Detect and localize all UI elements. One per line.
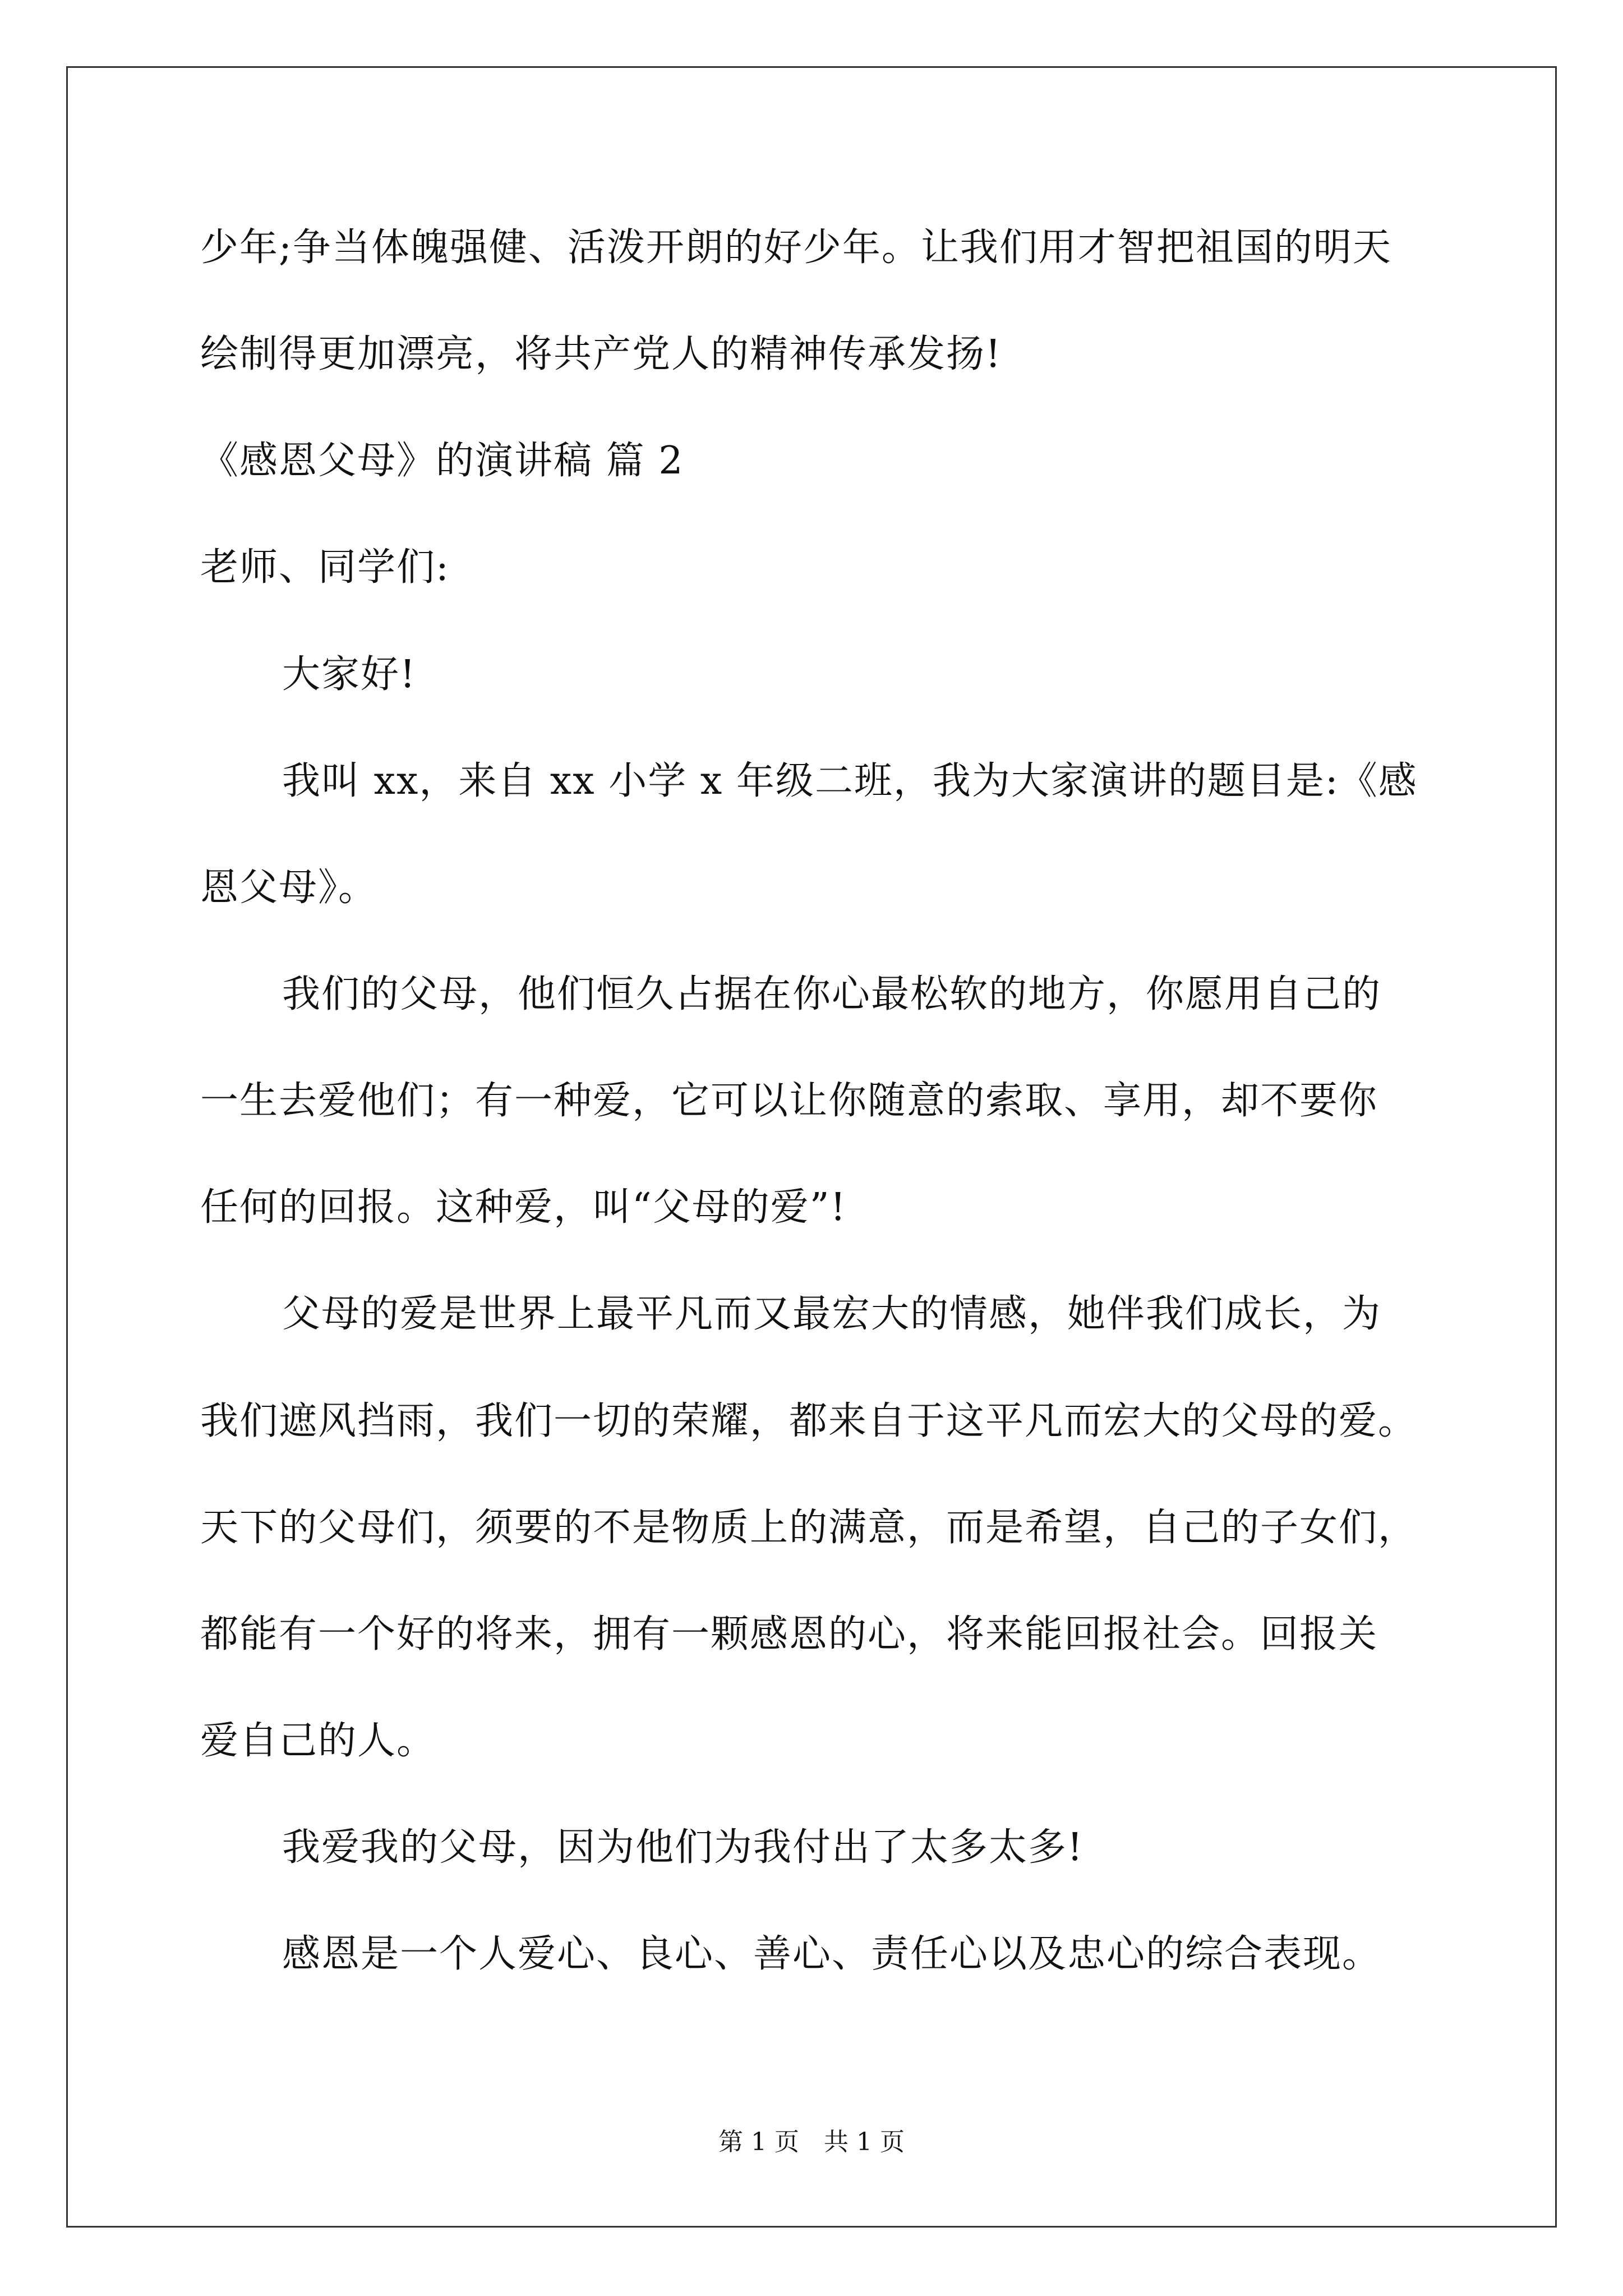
body-text-line: 一生去爱他们；有一种爱，它可以让你随意的索取、享用，却不要你 [200, 1079, 1378, 1123]
body-text-line: 任何的回报。这种爱，叫“父母的爱”! [200, 1185, 847, 1230]
body-text-line: 我们遮风挡雨，我们一切的荣耀，都来自于这平凡而宏大的父母的爱。 [200, 1399, 1418, 1443]
body-text-line: 天下的父母们，须要的不是物质上的满意，而是希望，自己的子女们， [200, 1506, 1418, 1550]
body-text-line: 我叫 xx，来自 xx 小学 x 年级二班，我为大家演讲的题目是:《感 [282, 759, 1418, 803]
page-footer: 第 1 页 共 1 页 [718, 2128, 905, 2156]
greeting: 大家好! [282, 652, 417, 697]
body-text-line: 少年;争当体魄强健、活泼开朗的好少年。让我们用才智把祖国的明天 [200, 226, 1392, 270]
body-text-line: 都能有一个好的将来，拥有一颗感恩的心，将来能回报社会。回报关 [200, 1612, 1378, 1657]
body-text-line: 我们的父母，他们恒久占据在你心最松软的地方，你愿用自己的 [282, 972, 1382, 1016]
body-text-line: 爱自己的人。 [200, 1719, 436, 1763]
page-border [66, 66, 1557, 2228]
body-text-line: 父母的爱是世界上最平凡而又最宏大的情感，她伴我们成长，为 [282, 1292, 1382, 1336]
body-text-line: 感恩是一个人爱心、良心、善心、责任心以及忠心的综合表现。 [282, 1932, 1382, 1976]
salutation: 老师、同学们: [200, 545, 450, 590]
body-text-line: 我爱我的父母，因为他们为我付出了太多太多! [282, 1825, 1084, 1870]
body-text-line: 绘制得更加漂亮，将共产党人的精神传承发扬! [200, 332, 1002, 376]
body-text-line: 恩父母》。 [200, 866, 378, 910]
section-heading: 《感恩父母》的演讲稿 篇 2 [200, 439, 684, 483]
